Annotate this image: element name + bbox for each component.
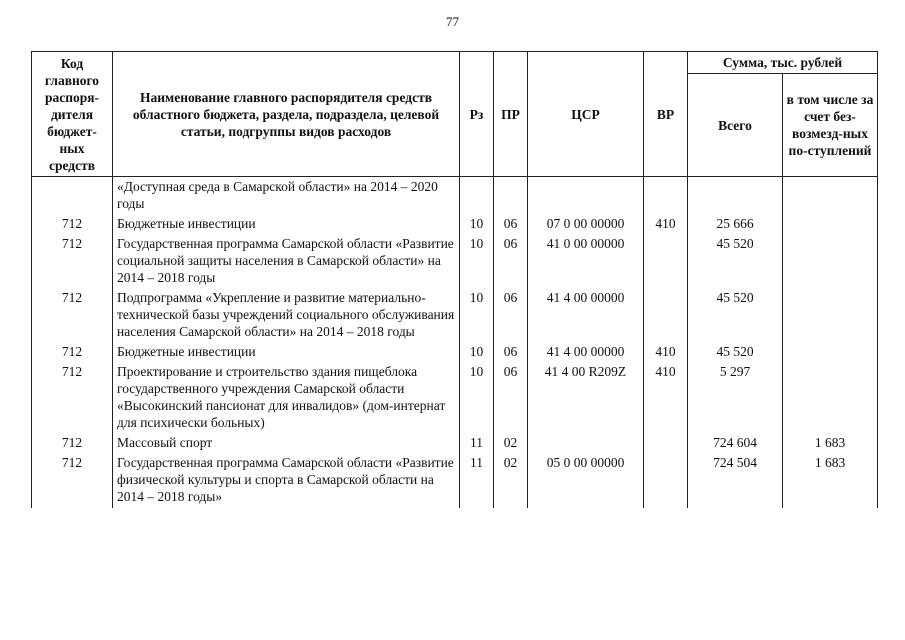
row-rz: 11 <box>460 434 494 454</box>
row-rz: 11 <box>460 454 494 508</box>
row-pr: 06 <box>494 235 528 289</box>
page-number: 77 <box>446 14 459 29</box>
table-row <box>32 215 878 235</box>
row-pr: 06 <box>494 289 528 343</box>
row-name: Бюджетные инвестиции <box>113 343 460 363</box>
row-incl <box>783 363 878 434</box>
row-name: Государственная программа Самарской области «Развитие социальной защиты населения в Самарской области» на 2014 – 2018 годы <box>113 235 460 289</box>
row-total: 5 297 <box>688 363 783 434</box>
table-header <box>32 52 878 177</box>
row-csr <box>528 177 644 216</box>
row-vr: 410 <box>644 363 688 434</box>
row-code: 712 <box>32 363 113 434</box>
row-pr: 02 <box>494 434 528 454</box>
row-name: «Доступная среда в Самарской области» на 2014 – 2020 годы <box>113 177 460 216</box>
row-vr <box>644 454 688 508</box>
row-total: 724 604 <box>688 434 783 454</box>
row-incl <box>783 289 878 343</box>
table-row <box>32 289 878 343</box>
row-csr: 41 4 00 R209Z <box>528 363 644 434</box>
header-total: Всего <box>688 74 783 177</box>
row-code: 712 <box>32 235 113 289</box>
header-code: Код главного распоря-дителя бюджет-ных средств <box>32 52 113 177</box>
budget-table <box>31 51 878 508</box>
header-sum-group: Сумма, тыс. рублей <box>688 52 878 74</box>
row-code: 712 <box>32 289 113 343</box>
row-rz: 10 <box>460 343 494 363</box>
row-name: Бюджетные инвестиции <box>113 215 460 235</box>
row-csr: 41 0 00 00000 <box>528 235 644 289</box>
header-csr: ЦСР <box>528 52 644 177</box>
row-rz: 10 <box>460 215 494 235</box>
row-name: Массовый спорт <box>113 434 460 454</box>
row-incl: 1 683 <box>783 454 878 508</box>
row-total <box>688 177 783 216</box>
row-pr: 02 <box>494 454 528 508</box>
row-vr <box>644 235 688 289</box>
row-vr <box>644 289 688 343</box>
row-rz <box>460 177 494 216</box>
table-row <box>32 343 878 363</box>
row-total: 45 520 <box>688 235 783 289</box>
row-rz: 10 <box>460 289 494 343</box>
row-vr: 410 <box>644 215 688 235</box>
header-pr: ПР <box>494 52 528 177</box>
row-code: 712 <box>32 215 113 235</box>
row-code: 712 <box>32 434 113 454</box>
row-incl <box>783 235 878 289</box>
table-row <box>32 177 878 216</box>
row-pr: 06 <box>494 363 528 434</box>
row-vr <box>644 434 688 454</box>
table-row <box>32 434 878 454</box>
table-body <box>32 177 878 509</box>
row-code <box>32 177 113 216</box>
header-rz: Рз <box>460 52 494 177</box>
row-csr: 41 4 00 00000 <box>528 343 644 363</box>
row-incl <box>783 215 878 235</box>
row-csr <box>528 434 644 454</box>
row-csr: 05 0 00 00000 <box>528 454 644 508</box>
header-vr: ВР <box>644 52 688 177</box>
table-row <box>32 454 878 508</box>
row-csr: 41 4 00 00000 <box>528 289 644 343</box>
row-incl <box>783 343 878 363</box>
table-row <box>32 235 878 289</box>
row-vr: 410 <box>644 343 688 363</box>
row-total: 45 520 <box>688 289 783 343</box>
row-pr: 06 <box>494 215 528 235</box>
row-code: 712 <box>32 454 113 508</box>
row-csr: 07 0 00 00000 <box>528 215 644 235</box>
header-name: Наименование главного распорядителя средств областного бюджета, раздела, подраздела, целевой статьи, подгруппы видов расходов <box>113 52 460 177</box>
row-total: 45 520 <box>688 343 783 363</box>
row-total: 25 666 <box>688 215 783 235</box>
row-code: 712 <box>32 343 113 363</box>
row-name: Подпрограмма «Укрепление и развитие материально-технической базы учреждений социального обслуживания населения Самарской области» на 2014 – 2018 годы <box>113 289 460 343</box>
row-total: 724 504 <box>688 454 783 508</box>
row-rz: 10 <box>460 235 494 289</box>
header-incl: в том числе за счет без-возмезд-ных по-ступлений <box>783 74 878 177</box>
row-incl: 1 683 <box>783 434 878 454</box>
row-pr: 06 <box>494 343 528 363</box>
row-vr <box>644 177 688 216</box>
row-name: Государственная программа Самарской области «Развитие физической культуры и спорта в Самарской области на 2014 – 2018 годы» <box>113 454 460 508</box>
row-rz: 10 <box>460 363 494 434</box>
row-incl <box>783 177 878 216</box>
row-name: Проектирование и строительство здания пищеблока государственного учреждения Самарской области «Высокинский пансионат для инвалидов» (дом-интернат для психически больных) <box>113 363 460 434</box>
row-pr <box>494 177 528 216</box>
table-row <box>32 363 878 434</box>
